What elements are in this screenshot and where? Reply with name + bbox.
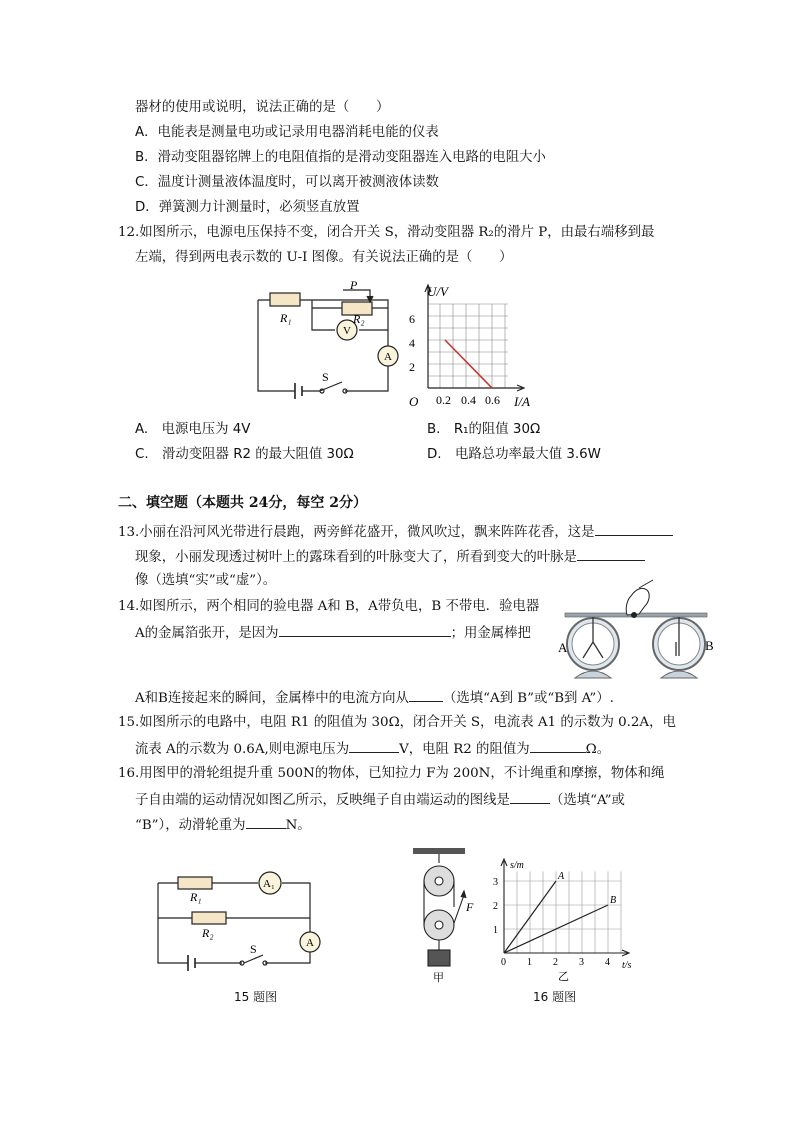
q12-x-axis	[428, 385, 524, 391]
q13-blank-2[interactable]	[577, 546, 645, 561]
q14-line1: 14.如图所示，两个相同的验电器 A和 B，A带负电，B 不带电．验电器	[118, 599, 540, 614]
q13-line1	[118, 521, 673, 543]
q16-free-rope	[454, 895, 464, 923]
q14-hand	[626, 588, 649, 615]
q12-battery	[295, 383, 302, 399]
q16-text: “B”），动滑轮重为	[135, 818, 246, 833]
q15-label-r1: R₁	[190, 890, 202, 904]
q14-blank-1[interactable]	[279, 622, 451, 637]
q11-option-b: B．滑动变阻器铭牌上的电阻值指的是滑动变阻器连入电路的电阻大小	[135, 150, 546, 165]
q12-xtick: 0.2	[436, 393, 451, 407]
q16-ytick-label: 3	[493, 877, 498, 888]
q16-line2	[135, 789, 625, 811]
q12-resistor-r1	[270, 293, 300, 306]
q12-ytick: 4	[409, 336, 415, 350]
q16-ytick-label: 2	[493, 901, 498, 912]
q11-option-a: A．电能表是测量电功或记录用电器消耗电能的仪表	[135, 125, 439, 140]
q16-ceiling	[413, 848, 465, 854]
q14-line2	[135, 622, 531, 644]
q16-text: N。	[285, 818, 311, 833]
q12-stem-line1: 12.如图所示，电源电压保持不变，闭合开关 S，滑动变阻器 R₂的滑片 P，由最右端移到最	[118, 225, 655, 240]
q12-xtick: 0.4	[461, 393, 476, 407]
q15-blank-1[interactable]	[349, 738, 399, 753]
q16-label-f: F	[466, 900, 474, 914]
section-title: 二、填空题（本题共 24分，每空 2分）	[118, 495, 367, 511]
q14-text: ；用金属棒把	[450, 626, 531, 641]
q12-label-r1: R₁	[280, 311, 292, 325]
q12-ytick: 6	[409, 312, 415, 326]
q15-resistor-r2	[192, 912, 226, 924]
q16-graph-xlabel: t/s	[622, 960, 632, 971]
q16-caption: 16 题图	[533, 990, 577, 1004]
q14-electroscope-a	[567, 617, 619, 678]
q14-text: （选填“A到 B”或“B到 A”）.	[442, 691, 614, 706]
q14-text: A和B连接起来的瞬间，金属棒中的电流方向从	[135, 691, 409, 706]
q12-label-r2: R₂	[353, 312, 365, 326]
q15-text: 流表 A的示数为 0.6A,则电源电压为	[135, 742, 350, 757]
q14-electroscope-figure	[555, 578, 725, 688]
q15-label-r2: R₂	[202, 926, 214, 940]
q12-option-c: C. 滑动变阻器 R2 的最大阻值 30Ω	[135, 447, 354, 462]
q16-x-axis	[504, 950, 629, 956]
q11-option-d: D．弹簧测力计测量时，必须竖直放置	[135, 200, 360, 215]
q12-option-b: B. R₁的阻值 30Ω	[427, 422, 541, 437]
q12-ui-graph	[405, 282, 540, 410]
q14-label-a: A	[558, 640, 568, 655]
q13-line3: 像（选填“实”或“虚”）。	[135, 573, 277, 588]
q15-switch	[244, 955, 263, 963]
q12-label-s: S	[322, 370, 329, 384]
q15-caption: 15 题图	[234, 990, 278, 1004]
q12-graph-origin: O	[409, 394, 419, 409]
q16-xtick-label: 1	[527, 957, 532, 968]
q16-series-label-b: B	[610, 895, 617, 906]
q16-label-jia: 甲	[433, 972, 444, 983]
q12-y-axis	[425, 285, 431, 388]
q16-st-graph	[488, 855, 648, 983]
q15-text: V，电阻 R2 的阻值为	[399, 742, 530, 757]
q16-y-axis	[501, 859, 507, 953]
q16-graph-grid	[504, 871, 621, 953]
q15-label-a1: A₁	[263, 878, 275, 890]
q16-text: （选填“A”或	[549, 793, 625, 808]
q15-resistor-r1	[178, 877, 212, 889]
q12-xtick: 0.6	[485, 393, 500, 407]
q13-text: 现象，小丽发现透过树叶上的露珠看到的叶脉变大了，所看到变大的叶脉是	[135, 550, 577, 565]
q16-label-yi: 乙	[558, 971, 569, 983]
q16-xtick-label: 4	[605, 957, 610, 968]
q12-label-v: V	[343, 325, 351, 337]
q16-blank-2[interactable]	[246, 814, 286, 829]
q12-graph-ylabel: U/V	[427, 284, 448, 299]
q15-battery	[188, 955, 195, 971]
q12-stem-line2: 左端，得到两电表示数的 U-I 图像。有关说法正确的是（ ）	[135, 250, 513, 265]
q15-circuit-diagram	[150, 865, 330, 975]
q14-line3	[135, 687, 614, 709]
q15-wire	[158, 883, 310, 963]
q15-blank-2[interactable]	[530, 738, 586, 753]
q15-label-s: S	[250, 942, 257, 956]
q15-line1: 15.如图所示的电路中，电阻 R1 的阻值为 30Ω，闭合开关 S，电流表 A1 的示数为 0.2A，电	[118, 715, 676, 730]
q14-blank-2[interactable]	[409, 687, 443, 702]
q16-series-group	[504, 871, 616, 953]
q15-text: Ω。	[585, 742, 611, 757]
q12-label-p: P	[350, 278, 358, 292]
q13-line2	[135, 546, 645, 568]
q16-xtick-label: 3	[579, 957, 584, 968]
q16-ytick-label: 1	[493, 925, 498, 936]
q13-text: 13.小丽在沿河风光带进行晨跑，两旁鲜花盛开，微风吹过，飘来阵阵花香，这是	[118, 525, 595, 540]
q16-text: 子自由端的运动情况如图乙所示，反映绳子自由端运动的图线是	[135, 793, 510, 808]
q16-xtick-label: 0	[501, 957, 506, 968]
q12-ytick: 2	[409, 360, 415, 374]
q12-option-a: A. 电源电压为 4V	[135, 422, 251, 437]
q15-label-a: A	[306, 937, 314, 949]
q16-line1: 16.用图甲的滑轮组提升重 500N的物体，已知拉力 F为 200N，不计绳重和摩擦，物体和绳	[118, 766, 665, 781]
q13-blank-1[interactable]	[595, 521, 673, 536]
q11-stem: 器材的使用或说明，说法正确的是（ ）	[135, 100, 390, 115]
q12-graph-grid	[428, 304, 508, 388]
q14-electroscope-b	[653, 617, 705, 678]
q14-text: A的金属箔张开，是因为	[135, 626, 279, 641]
q12-label-a: A	[384, 351, 392, 363]
q16-series-label-a: A	[558, 871, 565, 882]
q16-pulley-figure	[408, 845, 478, 983]
q14-label-b: B	[705, 638, 714, 653]
q16-tick-group	[493, 877, 610, 968]
q16-weight	[428, 950, 450, 966]
q16-line3	[135, 814, 311, 836]
q16-blank-1[interactable]	[510, 789, 550, 804]
q16-graph-ylabel: s/m	[510, 860, 524, 871]
q12-circuit-diagram	[250, 278, 410, 403]
q11-option-c: C．温度计测量液体温度时，可以离开被测液体读数	[135, 175, 439, 190]
q12-graph-xlabel: I/A	[514, 394, 530, 409]
q15-line2	[135, 738, 610, 760]
q16-xtick-label: 2	[553, 957, 558, 968]
q12-option-d: D. 电路总功率最大值 3.6W	[427, 447, 601, 462]
